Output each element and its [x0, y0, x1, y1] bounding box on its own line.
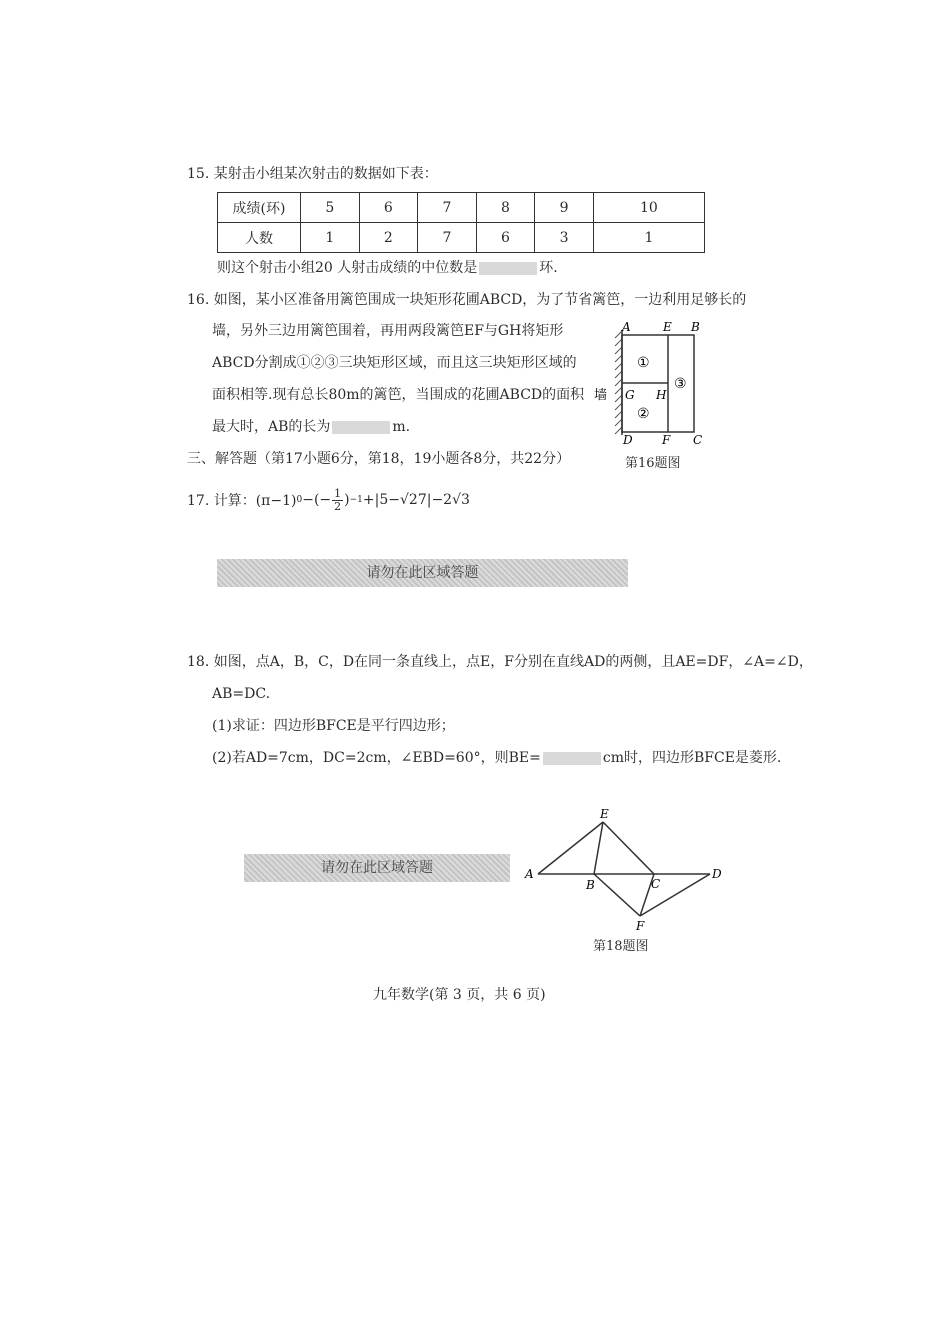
q15-answer-line: [217, 258, 558, 278]
table-cell: 5: [301, 193, 360, 223]
table-header-cell: 人数: [218, 223, 301, 253]
q17-mid-1: −(−: [302, 492, 332, 508]
region-1-label: ①: [637, 355, 650, 371]
q15-stem: 15. 某射击小组某次射击的数据如下表：: [187, 166, 438, 182]
table-cell: 3: [535, 223, 594, 253]
no-answer-zone: 请勿在此区域答题: [217, 559, 628, 587]
q16-line-3: ABCD分割成①②③三块矩形区域，而且这三块矩形区域的: [212, 355, 577, 371]
q17-fraction-denominator: 2: [334, 499, 342, 513]
q16-line-5-prefix: 最大时，AB的长为: [212, 419, 331, 435]
point-label-c: C: [651, 877, 661, 891]
q18-figure-caption: 第18题图: [593, 939, 649, 954]
point-label-f: F: [636, 919, 645, 933]
q17-mid-2: ): [344, 492, 350, 508]
table-cell: 6: [476, 223, 535, 253]
q16-line-5: [212, 417, 410, 437]
table-cell: 1: [301, 223, 360, 253]
q18-line-2: AB=DC.: [212, 686, 271, 702]
table-cell: 7: [418, 223, 477, 253]
table-cell: 6: [359, 193, 418, 223]
table-cell: 9: [535, 193, 594, 223]
q17-mid-3: +|5−√27|−2√3: [362, 492, 470, 508]
segment-eb: [594, 822, 603, 874]
q17-prefix: 17. 计算：(π−1): [187, 493, 297, 509]
region-2-label: ②: [637, 406, 650, 422]
q18-part-2: [212, 748, 781, 768]
point-label-b: B: [586, 878, 595, 892]
point-label-d: D: [712, 867, 722, 881]
section-heading: 三、解答题（第17小题6分，第18，19小题各8分，共22分）: [187, 451, 571, 467]
point-label-d: D: [623, 433, 633, 447]
region-3-label: ③: [674, 376, 687, 392]
q16-figure-caption: 第16题图: [625, 456, 681, 471]
table-cell: 8: [476, 193, 535, 223]
q17-expression: [187, 484, 470, 516]
point-label-f: F: [662, 433, 671, 447]
point-label-a: A: [525, 867, 534, 881]
q16-figure: [592, 318, 722, 468]
table-cell: 10: [593, 193, 704, 223]
q15-answer-prefix: 则这个射击小组20 人射击成绩的中位数是: [217, 260, 478, 276]
q16-line-5-suffix: m.: [392, 419, 411, 435]
q15-answer-suffix: 环.: [539, 260, 558, 276]
table-cell: 7: [418, 193, 477, 223]
wall-hatching: [615, 331, 622, 434]
segment-bf: [594, 874, 640, 916]
table-cell: 2: [359, 223, 418, 253]
table-cell: 1: [593, 223, 704, 253]
answer-blank[interactable]: [543, 752, 601, 765]
q16-line-2: 墙，另外三边用篱笆围着，再用两段篱笆EF与GH将矩形: [212, 323, 564, 339]
segment-ae: [538, 822, 603, 874]
q17-fraction: [332, 488, 343, 513]
page-footer: 九年数学(第 3 页，共 6 页): [373, 987, 546, 1003]
wall-label: 墙: [594, 388, 608, 403]
q18-line-1: 18. 如图，点A，B，C，D在同一条直线上，点E，F分别在直线AD的两侧，且AE=DF，∠A=∠D，: [187, 654, 813, 670]
q16-line-1: 16. 如图，某小区准备用篱笆围成一块矩形花圃ABCD，为了节省篱笆，一边利用足够长的: [187, 292, 747, 308]
point-label-c: C: [693, 433, 703, 447]
q18-part-1: (1)求证：四边形BFCE是平行四边形；: [212, 718, 455, 734]
point-label-a: A: [622, 320, 631, 334]
q16-line-4: 面积相等.现有总长80m的篱笆，当围成的花圃ABCD的面积: [212, 387, 585, 403]
point-label-e: E: [600, 808, 609, 821]
no-answer-zone: 请勿在此区域答题: [244, 854, 510, 882]
q17-exponent-neg1: −1: [349, 495, 363, 505]
answer-blank[interactable]: [479, 262, 537, 275]
answer-blank[interactable]: [332, 421, 390, 434]
score-table: [217, 192, 705, 253]
q17-fraction-numerator: 1: [334, 486, 342, 500]
table-header-cell: 成绩(环): [218, 193, 301, 223]
q18-part-2-suffix: cm时，四边形BFCE是菱形.: [602, 750, 782, 766]
q18-part-2-prefix: (2)若AD=7cm，DC=2cm，∠EBD=60°，则BE=: [212, 750, 541, 766]
point-label-h: H: [656, 388, 667, 402]
point-label-b: B: [691, 320, 700, 334]
table-row: [218, 223, 705, 253]
q17-exponent-0: 0: [296, 495, 303, 505]
q18-figure: [520, 808, 730, 933]
point-label-e: E: [663, 320, 672, 334]
point-label-g: G: [625, 388, 635, 402]
segment-ec: [603, 822, 654, 874]
table-row: [218, 193, 705, 223]
